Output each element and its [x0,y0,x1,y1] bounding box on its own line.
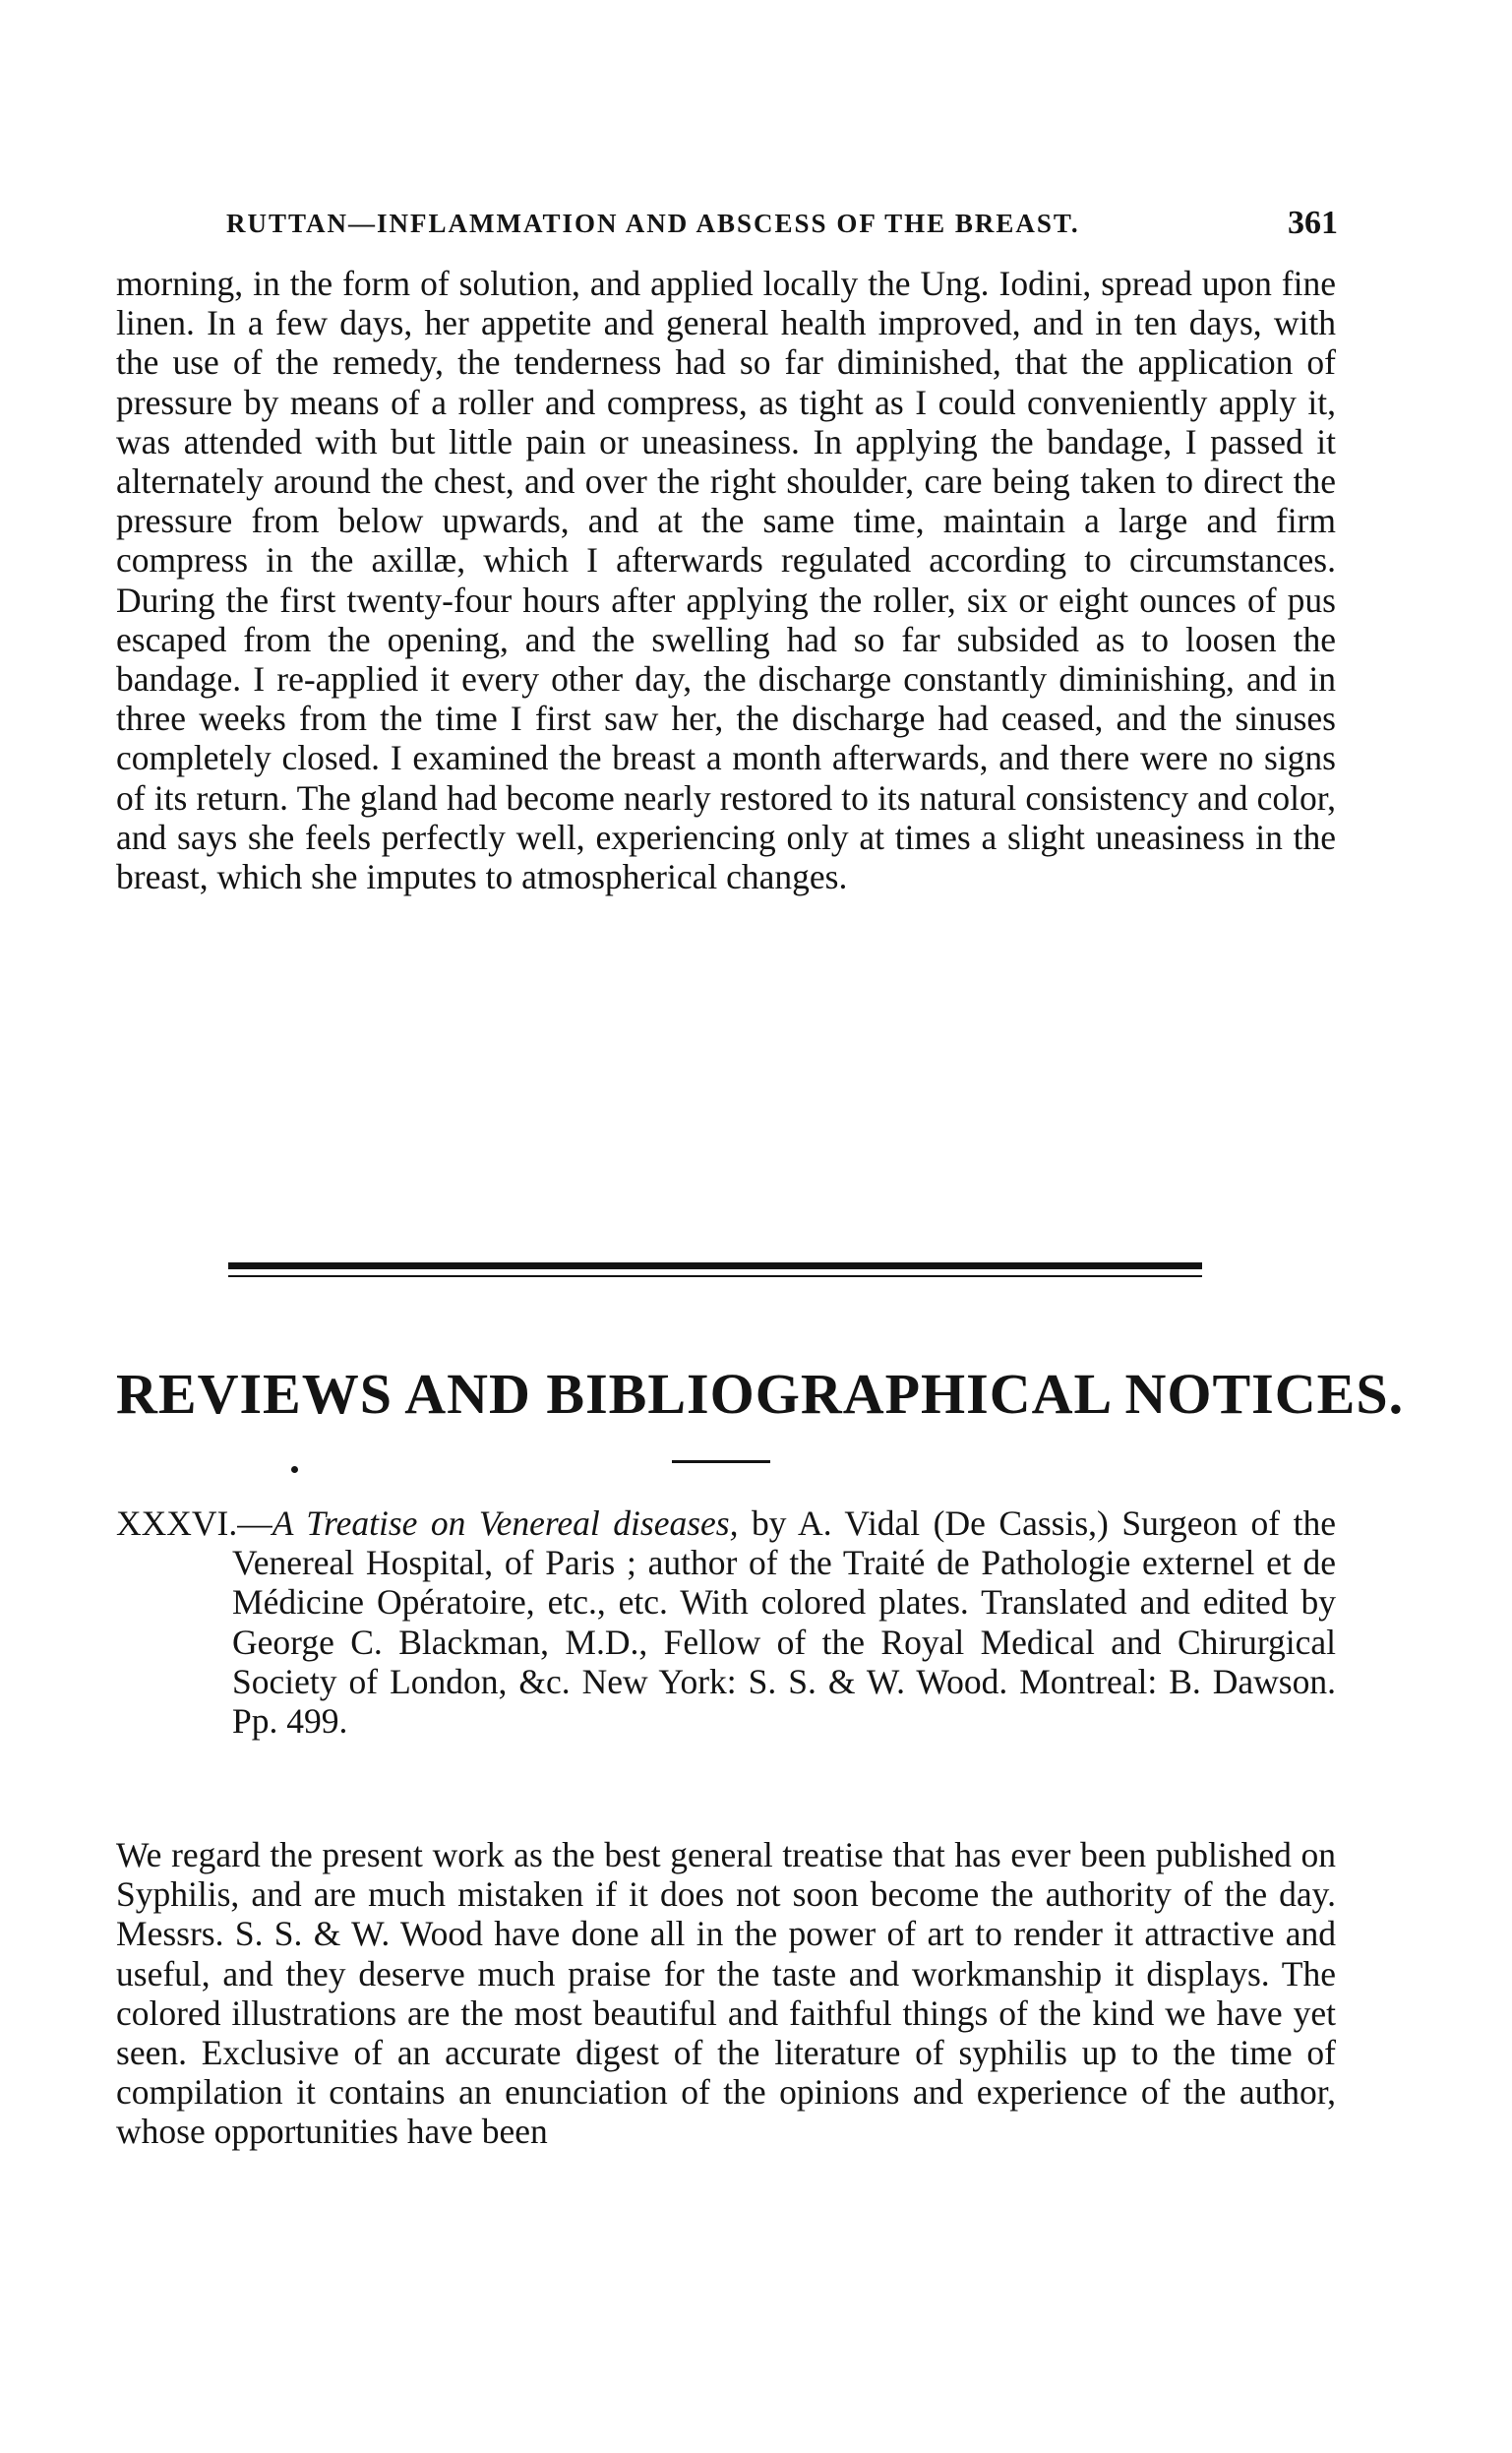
running-head-title: RUTTAN—INFLAMMATION AND ABSCESS OF THE BREAST. [226,209,1080,238]
review-paragraph: We regard the present work as the best general treatise that has ever been published on Syphilis, and are much mistaken if it does not soon become the authority of the day. Messrs. S. S. & W. Wood have done all in the power of art to render it attractive and useful, and they deserve much praise for the taste and workmanship it displays. The colored illustrations are the most beautiful and faithful things of the kind we have yet seen. Exclusive of an accurate digest of the literature of syphilis up to the time of compilation it contains an enunciation of the opinions and experience of the author, whose opportunities have been [116,1835,1336,2152]
section-divider-thin [228,1275,1202,1277]
stray-dot-mark [291,1466,298,1473]
short-divider [672,1460,770,1463]
entry-book-title: A Treatise on Venereal diseases, [272,1503,739,1543]
page-number: 361 [1288,205,1338,241]
entry-details: by A. Vidal (De Cassis,) Surgeon of the Venereal Hospital, of Paris ; author of the Traité de Pathologie externel et de Médicine Opératoire, etc., etc. With colored plates. Translated and edited by George C. Blackman, M.D., Fellow of the Royal Medical and Chirurgical Society of London, &c. New York: S. S. & W. Wood. Montreal: B. Dawson. Pp. 499. [232,1503,1336,1742]
section-heading: REVIEWS AND BIBLIOGRAPHICAL NOTICES. [116,1362,1405,1426]
section-divider-thick [228,1262,1202,1269]
running-head [226,205,1338,244]
review-entry-citation [116,1503,1336,1741]
case-report-paragraph: morning, in the form of solution, and applied locally the Ung. Iodini, spread upon fine linen. In a few days, her appetite and general health improved, and in ten days, with the use of the remedy, the tenderness had so far diminished, that the application of pressure by means of a roller and compress, as tight as I could conveniently apply it, was attended with but little pain or uneasiness. In applying the bandage, I passed it alternately around the chest, and over the right shoulder, care being taken to direct the pressure from below upwards, and at the same time, maintain a large and firm compress in the axillæ, which I afterwards regulated according to circumstances. During the first twenty-four hours after applying the roller, six or eight ounces of pus escaped from the opening, and the swelling had so far subsided as to loosen the bandage. I re-applied it every other day, the discharge constantly diminishing, and in three weeks from the time I first saw her, the discharge had ceased, and the sinuses completely closed. I examined the breast a month afterwards, and there were no signs of its return. The gland had become nearly restored to its natural consistency and color, and says she feels perfectly well, experiencing only at times a slight uneasiness in the breast, which she imputes to atmospherical changes. [116,264,1336,897]
entry-number: XXXVI.— [116,1503,272,1543]
